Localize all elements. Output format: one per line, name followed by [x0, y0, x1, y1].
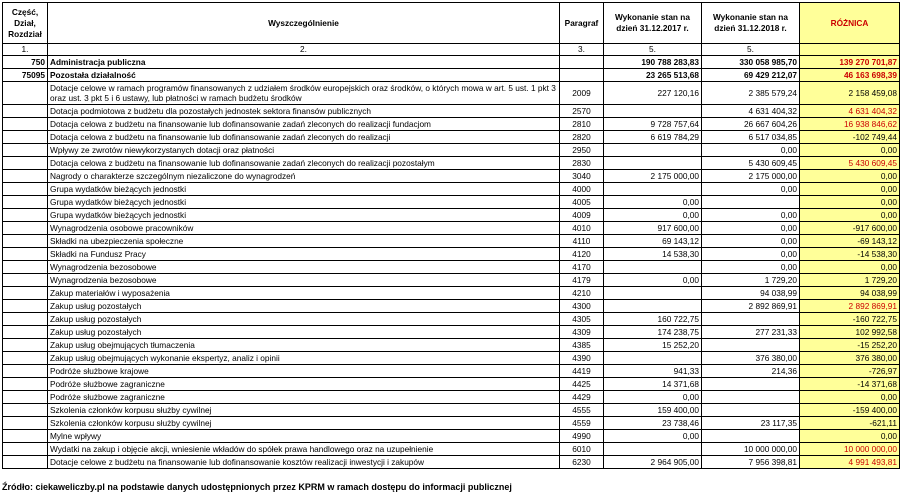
row-difference: 376 380,00 [800, 352, 900, 365]
row-paragraf: 4120 [560, 248, 604, 261]
row-paragraf: 6010 [560, 443, 604, 456]
row-value-2018: 0,00 [702, 222, 800, 235]
row-description: Zakup usług pozostałych [48, 313, 560, 326]
column-number-row [3, 44, 900, 56]
row-paragraf: 4005 [560, 196, 604, 209]
row-paragraf: 6230 [560, 456, 604, 469]
row-value-2018: 0,00 [702, 235, 800, 248]
row-value-2018: 6 517 034,85 [702, 131, 800, 144]
row-value-2017: 190 788 283,83 [604, 56, 702, 69]
row-value-2017 [604, 443, 702, 456]
table-row [3, 261, 900, 274]
row-paragraf: 4559 [560, 417, 604, 430]
row-value-2017 [604, 261, 702, 274]
row-value-2018: 214,36 [702, 365, 800, 378]
table-row [3, 365, 900, 378]
row-difference: 46 163 698,39 [800, 69, 900, 82]
table-row [3, 69, 900, 82]
budget-table [2, 2, 900, 469]
row-difference: 4 631 404,32 [800, 105, 900, 118]
row-value-2018: 94 038,99 [702, 287, 800, 300]
table-row [3, 144, 900, 157]
colnum-4: 5. [604, 44, 702, 56]
header-czesc: Część, Dział, Rozdział [3, 3, 48, 44]
table-row [3, 209, 900, 222]
row-value-2017: 0,00 [604, 209, 702, 222]
row-value-2017: 0,00 [604, 391, 702, 404]
row-paragraf: 4000 [560, 183, 604, 196]
row-czesc [3, 300, 48, 313]
row-description: Administracja publiczna [48, 56, 560, 69]
row-value-2017: 0,00 [604, 274, 702, 287]
row-paragraf: 4429 [560, 391, 604, 404]
table-row [3, 196, 900, 209]
row-difference: -69 143,12 [800, 235, 900, 248]
row-value-2017: 15 252,20 [604, 339, 702, 352]
row-value-2017: 159 400,00 [604, 404, 702, 417]
row-difference: -159 400,00 [800, 404, 900, 417]
row-paragraf: 2830 [560, 157, 604, 170]
row-value-2017: 23 265 513,68 [604, 69, 702, 82]
row-czesc [3, 248, 48, 261]
colnum-3: 3. [560, 44, 604, 56]
row-czesc [3, 404, 48, 417]
row-value-2018: 330 058 985,70 [702, 56, 800, 69]
table-row [3, 222, 900, 235]
table-row [3, 82, 900, 105]
row-value-2018 [702, 196, 800, 209]
row-value-2018: 0,00 [702, 144, 800, 157]
row-difference: 0,00 [800, 144, 900, 157]
row-paragraf: 4170 [560, 261, 604, 274]
budget-table-container [2, 2, 900, 469]
table-row [3, 170, 900, 183]
row-czesc [3, 391, 48, 404]
row-description: Zakup usług obejmujących wykonanie ekspertyz, analiz i opinii [48, 352, 560, 365]
row-difference: 1 729,20 [800, 274, 900, 287]
row-value-2017 [604, 300, 702, 313]
row-paragraf: 4555 [560, 404, 604, 417]
row-czesc [3, 313, 48, 326]
row-value-2017: 0,00 [604, 196, 702, 209]
colnum-2: 2. [48, 44, 560, 56]
row-difference: 4 991 493,81 [800, 456, 900, 469]
row-paragraf: 4009 [560, 209, 604, 222]
row-czesc [3, 339, 48, 352]
row-czesc [3, 144, 48, 157]
row-difference: 0,00 [800, 183, 900, 196]
row-value-2017: 9 728 757,64 [604, 118, 702, 131]
row-value-2018: 0,00 [702, 183, 800, 196]
row-paragraf [560, 69, 604, 82]
row-czesc [3, 287, 48, 300]
row-description: Wynagrodzenia bezosobowe [48, 261, 560, 274]
row-czesc [3, 235, 48, 248]
row-paragraf: 2570 [560, 105, 604, 118]
row-value-2017: 69 143,12 [604, 235, 702, 248]
row-value-2017: 0,00 [604, 430, 702, 443]
table-row [3, 417, 900, 430]
row-czesc [3, 417, 48, 430]
row-description: Wpływy ze zwrotów niewykorzystanych dotacji oraz płatności [48, 144, 560, 157]
row-difference: 0,00 [800, 209, 900, 222]
row-description: Dotacje celowe w ramach programów finansowanych z udziałem środków europejskich oraz środków, o których mowa w art. 5 ust. 1 pkt 3 oraz ust. 3 pkt 5 i 6 ustawy, lub płatności w ramach budżetu środków [48, 82, 560, 105]
row-difference: -621,11 [800, 417, 900, 430]
row-value-2018 [702, 313, 800, 326]
table-row [3, 430, 900, 443]
row-difference: 0,00 [800, 196, 900, 209]
colnum-5: 5. [702, 44, 800, 56]
table-row [3, 157, 900, 170]
row-difference: 102 992,58 [800, 326, 900, 339]
row-paragraf: 4010 [560, 222, 604, 235]
row-paragraf: 4990 [560, 430, 604, 443]
row-paragraf: 4390 [560, 352, 604, 365]
colnum-6 [800, 44, 900, 56]
row-czesc [3, 456, 48, 469]
row-value-2018 [702, 391, 800, 404]
row-value-2017 [604, 352, 702, 365]
row-description: Wynagrodzenia osobowe pracowników [48, 222, 560, 235]
row-difference: 94 038,99 [800, 287, 900, 300]
row-value-2018: 0,00 [702, 209, 800, 222]
row-difference: -14 538,30 [800, 248, 900, 261]
table-row [3, 274, 900, 287]
row-description: Szkolenia członków korpusu służby cywilnej [48, 404, 560, 417]
row-value-2018: 2 385 579,24 [702, 82, 800, 105]
row-value-2017: 14 538,30 [604, 248, 702, 261]
table-row [3, 326, 900, 339]
row-value-2017: 917 600,00 [604, 222, 702, 235]
row-czesc [3, 131, 48, 144]
row-value-2018: 2 892 869,91 [702, 300, 800, 313]
row-value-2017: 6 619 784,29 [604, 131, 702, 144]
row-value-2017 [604, 157, 702, 170]
table-row [3, 56, 900, 69]
row-czesc [3, 443, 48, 456]
row-description: Zakup materiałów i wyposażenia [48, 287, 560, 300]
row-paragraf: 4110 [560, 235, 604, 248]
row-paragraf: 4385 [560, 339, 604, 352]
row-value-2018: 1 729,20 [702, 274, 800, 287]
row-value-2018 [702, 404, 800, 417]
row-description: Dotacja celowa z budżetu na finansowanie lub dofinansowanie zadań zleconych do realizacji pozostałym [48, 157, 560, 170]
source-footer: Źródło: ciekaweliczby.pl na podstawie danych udostępnionych przez KPRM w ramach dostępu do informacji publicznej [2, 482, 512, 492]
row-czesc [3, 261, 48, 274]
table-row [3, 287, 900, 300]
row-value-2017 [604, 183, 702, 196]
row-difference: -14 371,68 [800, 378, 900, 391]
header-wyszczegolnienie: Wyszczególnienie [48, 3, 560, 44]
row-description: Zakup usług obejmujących tłumaczenia [48, 339, 560, 352]
row-value-2018: 23 117,35 [702, 417, 800, 430]
row-value-2018: 69 429 212,07 [702, 69, 800, 82]
row-value-2017 [604, 144, 702, 157]
row-value-2017: 174 238,75 [604, 326, 702, 339]
row-description: Mylne wpływy [48, 430, 560, 443]
row-description: Grupa wydatków bieżących jednostki [48, 196, 560, 209]
row-difference: 139 270 701,87 [800, 56, 900, 69]
table-row [3, 443, 900, 456]
row-value-2018: 376 380,00 [702, 352, 800, 365]
row-value-2018 [702, 339, 800, 352]
header-2017: Wykonanie stan na dzień 31.12.2017 r. [604, 3, 702, 44]
table-row [3, 378, 900, 391]
row-czesc [3, 209, 48, 222]
row-paragraf: 2820 [560, 131, 604, 144]
colnum-1: 1. [3, 44, 48, 56]
row-paragraf: 2009 [560, 82, 604, 105]
row-value-2018: 5 430 609,45 [702, 157, 800, 170]
row-czesc [3, 430, 48, 443]
row-description: Składki na ubezpieczenia społeczne [48, 235, 560, 248]
row-description: Dotacje celowe z budżetu na finansowanie lub dofinansowanie kosztów realizacji inwestycji i zakupów [48, 456, 560, 469]
row-value-2017: 941,33 [604, 365, 702, 378]
row-description: Szkolenia członków korpusu służby cywilnej [48, 417, 560, 430]
row-czesc: 750 [3, 56, 48, 69]
row-value-2017: 2 175 000,00 [604, 170, 702, 183]
row-difference: 2 158 459,08 [800, 82, 900, 105]
row-value-2017 [604, 105, 702, 118]
row-paragraf: 4210 [560, 287, 604, 300]
row-value-2018: 0,00 [702, 248, 800, 261]
row-paragraf: 4419 [560, 365, 604, 378]
row-description: Składki na Fundusz Pracy [48, 248, 560, 261]
row-difference: 2 892 869,91 [800, 300, 900, 313]
row-czesc [3, 274, 48, 287]
table-row [3, 105, 900, 118]
row-paragraf: 2950 [560, 144, 604, 157]
row-value-2017 [604, 287, 702, 300]
row-value-2018: 26 667 604,26 [702, 118, 800, 131]
row-description: Dotacja podmiotowa z budżetu dla pozostałych jednostek sektora finansów publicznych [48, 105, 560, 118]
table-row [3, 391, 900, 404]
table-body [3, 56, 900, 469]
table-row [3, 352, 900, 365]
row-value-2017: 2 964 905,00 [604, 456, 702, 469]
row-difference: 0,00 [800, 170, 900, 183]
row-czesc [3, 352, 48, 365]
row-paragraf: 2810 [560, 118, 604, 131]
row-czesc [3, 157, 48, 170]
table-row [3, 300, 900, 313]
row-value-2018 [702, 378, 800, 391]
table-row [3, 404, 900, 417]
row-paragraf: 4179 [560, 274, 604, 287]
row-value-2018 [702, 430, 800, 443]
row-description: Dotacja celowa z budżetu na finansowanie lub dofinansowanie zadań zleconych do realizacji [48, 131, 560, 144]
row-description: Wynagrodzenia bezosobowe [48, 274, 560, 287]
row-czesc: 75095 [3, 69, 48, 82]
row-difference: 0,00 [800, 391, 900, 404]
row-description: Pozostała działalność [48, 69, 560, 82]
row-czesc [3, 105, 48, 118]
row-difference: -102 749,44 [800, 131, 900, 144]
row-czesc [3, 170, 48, 183]
row-description: Zakup usług pozostałych [48, 300, 560, 313]
table-row [3, 248, 900, 261]
row-paragraf [560, 56, 604, 69]
row-paragraf: 4305 [560, 313, 604, 326]
table-row [3, 313, 900, 326]
row-czesc [3, 82, 48, 105]
row-paragraf: 4300 [560, 300, 604, 313]
row-description: Zakup usług pozostałych [48, 326, 560, 339]
row-value-2018: 0,00 [702, 261, 800, 274]
row-difference: 0,00 [800, 261, 900, 274]
row-difference: -15 252,20 [800, 339, 900, 352]
row-description: Wydatki na zakup i objęcie akcji, wniesienie wkładów do spółek prawa handlowego oraz na uzupełnienie [48, 443, 560, 456]
row-value-2018: 2 175 000,00 [702, 170, 800, 183]
row-paragraf: 3040 [560, 170, 604, 183]
header-row [3, 3, 900, 44]
row-value-2017: 14 371,68 [604, 378, 702, 391]
row-czesc [3, 183, 48, 196]
table-row [3, 456, 900, 469]
row-value-2017: 227 120,16 [604, 82, 702, 105]
row-description: Grupa wydatków bieżących jednostki [48, 183, 560, 196]
header-2018: Wykonanie stan na dzień 31.12.2018 r. [702, 3, 800, 44]
row-difference: 5 430 609,45 [800, 157, 900, 170]
row-czesc [3, 118, 48, 131]
table-row [3, 183, 900, 196]
row-description: Dotacja celowa z budżetu na finansowanie lub dofinansowanie zadań zleconych do realizacji fundacjom [48, 118, 560, 131]
row-czesc [3, 196, 48, 209]
row-czesc [3, 326, 48, 339]
row-paragraf: 4425 [560, 378, 604, 391]
row-difference: -726,97 [800, 365, 900, 378]
row-value-2017: 23 738,46 [604, 417, 702, 430]
row-difference: 0,00 [800, 430, 900, 443]
table-row [3, 339, 900, 352]
row-description: Grupa wydatków bieżących jednostki [48, 209, 560, 222]
table-row [3, 235, 900, 248]
row-czesc [3, 222, 48, 235]
header-paragraf: Paragraf [560, 3, 604, 44]
header-roznica: RÓŻNICA [800, 3, 900, 44]
row-value-2017: 160 722,75 [604, 313, 702, 326]
row-description: Podróże służbowe krajowe [48, 365, 560, 378]
row-value-2018: 10 000 000,00 [702, 443, 800, 456]
table-row [3, 131, 900, 144]
row-description: Podróże służbowe zagraniczne [48, 391, 560, 404]
table-row [3, 118, 900, 131]
row-value-2018: 4 631 404,32 [702, 105, 800, 118]
row-difference: -917 600,00 [800, 222, 900, 235]
row-difference: 16 938 846,62 [800, 118, 900, 131]
row-czesc [3, 378, 48, 391]
row-difference: -160 722,75 [800, 313, 900, 326]
row-description: Nagrody o charakterze szczególnym niezaliczone do wynagrodzeń [48, 170, 560, 183]
row-value-2018: 7 956 398,81 [702, 456, 800, 469]
row-difference: 10 000 000,00 [800, 443, 900, 456]
row-description: Podróże służbowe zagraniczne [48, 378, 560, 391]
row-czesc [3, 365, 48, 378]
row-paragraf: 4309 [560, 326, 604, 339]
row-value-2018: 277 231,33 [702, 326, 800, 339]
